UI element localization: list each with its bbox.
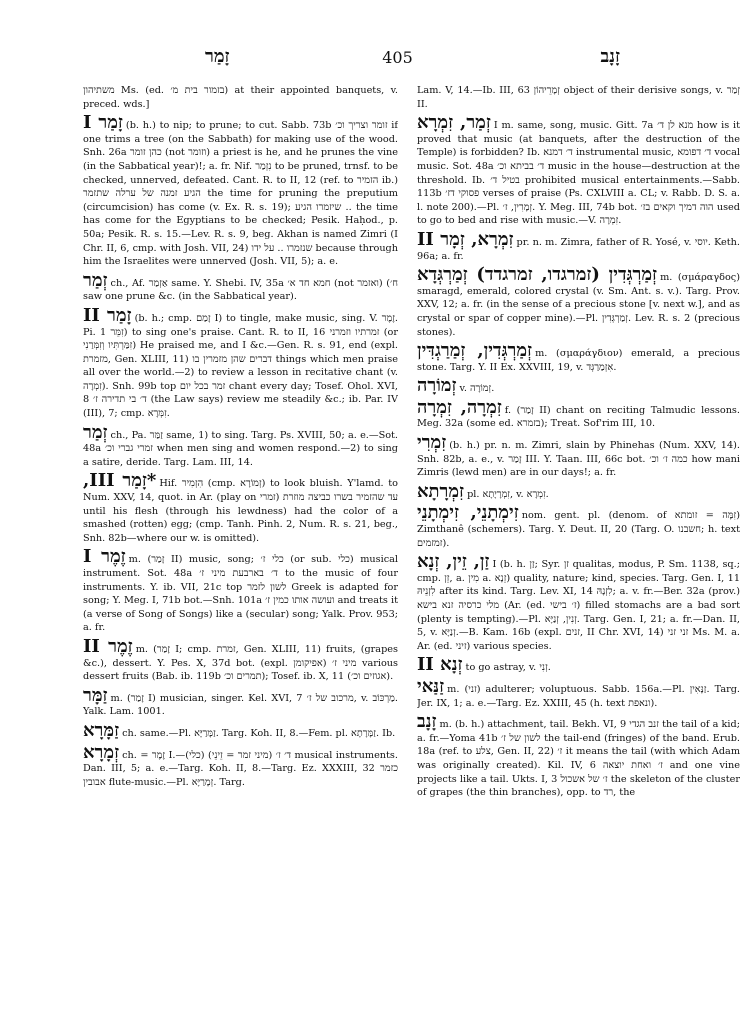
dictionary-entry (83, 635, 398, 684)
dictionary-entry (83, 84, 398, 111)
entry-body: I (b. h. זַן; Syr. זן qualitas, modus, P. Sm. 1138, sq.; cmp. זֵן, a. מִין a. זֵנָא) quality, nature; kind, species. Targ. Gen. I, 11 לִזְנֵיהּ after its kind. Targ. Lev. XI, 14 לִזְנָהּ; a. v. fr.—Ber. 32a (prov.) מלי כרסיה זנא בישא (Ar. (ed. ז׳ בישי) filled stomachs are a bad sort (plenty is tempting).—Pl. זְנִין, זְנַיָּא. Targ. Gen. I, 21; a. fr.—Dan. II, 5, v. זְנַיָּא.—B. Kam. 16b (expl. זנים, II Chr. XVI, 14) זני זני Ms. M. a. Ar. (ed. זיני) various species. (417, 559, 740, 652)
dictionary-entry (417, 713, 740, 800)
entry-headword: *זָמַר III, (83, 470, 157, 492)
entry-body: m. (זָמַר I) musician, singer. Kel. XVI, 7 מרכוב של ז׳, v. מַרְכּוֹב. Yalk. Lam. 1001. (83, 692, 398, 718)
entry-body: m. (זני) adulterer; voluptuous. Sabb. 156a.—Pl. זַנָּאִין. Targ. Jer. IX, 1; a. e.—Targ. Ez. XXIII, 45 (h. text ונאפת). (417, 683, 740, 709)
dictionary-entry (83, 548, 398, 635)
entry-body: f. (זָמַר II) chant on reciting Talmudic lessons. Meg. 32a (some ed. בזמרא); Treat. Sof'rim III, 10. (417, 404, 740, 430)
entry-headword: זִימְתָנֵי, זִימְתָנֵי (417, 502, 519, 524)
entry-body: Hif. הִזְמִיר (cmp. זְמוֹרָא) to look bluish. Y'lamd. to Num. XXV, 14, quot. in Ar. (play on זמרי) עד שהזמיר בשרו כביצה מוזרת until his flesh (through his lewdness) had the color of a smashed (rotten) egg; (cmp. Tanh. Pinh. 2, Num. R. s. 21, beg., Snh. 82b—where our w. is omitted). (83, 478, 398, 544)
entry-body: pl. זִמְרָיָתָא, v. זִמְרָא. (467, 488, 549, 500)
entry-body: ch. = זֶמֶר I.—ד׳ ז׳ (מיני זמר = זֵינֵי) (כלי) musical instruments. Dan. III, 5; a. e.—Targ. Koh. II, 8.—Targ. Ez. XXXIII, 32 כזמר אבובין flute-music.—Pl. זְמָרַיָּא. Targ. (83, 749, 398, 788)
page-header (85, 46, 710, 72)
running-head-right: זָנָב (600, 46, 620, 67)
entry-body: ch., Pa. זַמַּר same, 1) to sing. Targ. Ps. XVIII, 50; a. e.—Sot. 48a זמרי גברי וכ׳ when men sing and women respond.—2) to sing a satire, deride. Targ. Lam. III, 14. (83, 429, 398, 468)
entry-headword: זָנָב (417, 711, 437, 733)
entry-body: I m. same, song, music. Gitt. 7a מנא לן ד׳ how is it proved that music (at banquets, after the destruction of the Temple) is forbidden? Ib. ד׳ דמנא instrumental music, ד׳ דפומא vocal music. Sot. 48a ד׳ בביתא וכ׳ music in the house—destruction at the threshold. Ib. בטיל ד׳ prohibited musical entertainments.—Sabb. 113b פסוקי דז׳ verses of praise (Ps. CXLVIII a. CL; v. Rabb. D. S. a. l. note 200).—Pl. זְמָרִין, ז׳. Y. Meg. III, 74b bot. הוה דמיך וקאים בז׳ used to go to bed and rise with music.—V. זִמְרָה. (417, 120, 740, 227)
running-head-left: זָמַר (205, 46, 230, 67)
entry-body: m. (זָמַר II) music, song; כלי ז׳ (or sub. כלי) musical instrument. Sot. 48a ד׳ בארבעת מיני ז׳ to the music of four instruments. Y. ib. VII, 21c top לשון לזמר Greek is adapted for song; Y. Meg. I, 71b bot.—Snh. 101a ועושה אותו כמין ז׳ and treats it (a verse of Song of Songs) like a (secular) song; Yalk. Prov. 953; a. fr. (83, 554, 398, 634)
entry-headword: זָמַר II (83, 304, 132, 326)
entry-headword: זְמוֹרָה (417, 375, 457, 397)
dictionary-entry (417, 266, 740, 339)
entry-body: to go astray, v. זְנִי. (465, 662, 551, 674)
entry-headword: זְנָא II (417, 654, 463, 676)
entry-headword: זָמַר I (83, 112, 123, 134)
entry-headword: זְמַרְגְּדִין, זְמַרַגְדִּין (417, 340, 533, 362)
entry-headword: זַנַּאי (417, 675, 445, 697)
dictionary-entry (417, 675, 740, 710)
dictionary-entry (83, 741, 398, 790)
entry-headword: זִמְרִי (417, 432, 447, 454)
entry-body: m. (σμάραγδος) smaragd, emerald, colored crystal (v. Sm. Ant. s. v.). Targ. Prov. XXV, 12; a. fr. (in the sense of a precious stone [v. next w.], and as crystal or spar of copper mine).—Pl. זְמַרְגְּדִין. Lev. R. s. 2 (precious stones). (417, 272, 740, 338)
dictionary-entry (83, 684, 398, 719)
right-column (417, 84, 740, 1002)
dictionary-entry (417, 377, 740, 396)
dictionary-entry (417, 114, 740, 228)
dictionary-entry (83, 421, 398, 470)
dictionary-entry (417, 84, 740, 111)
entry-headword: זַן, זֵין, זְנָא (417, 551, 490, 573)
entry-body: v. זְמוֹרָה. (459, 383, 495, 395)
dictionary-entry (83, 719, 398, 741)
entry-body: ch., Af. אַזְמַר same. Y. Shebi. IV, 35a חמא חד א׳ (not ואזמר) (ח׳ saw one prune &c. (in the Sabbatical year). (83, 277, 398, 303)
entry-body: m. (b. h.) attachment, tail. Bekh. VI, 9 זנב הגדי the tail of a kid; a. fr.—Yoma 41b לשון של ז׳ the tail-end (fringes) of the band. Erub. 18a (ref. to צלע, Gen. II, 22) ז׳ it means the tail (with which Adam was originally created). Kil. IV, 6 ז׳ ואחת יוצאה and one vine projects like a tail. Ukts. I, 3 ז׳ של אשכול the skeleton of the cluster of grapes (the thin branches), opp. to רד, the (417, 719, 740, 799)
entry-body: (b. h.) to nip; to prune; to cut. Sabb. 73b זומר וצריך וכ׳ if one trims a tree (on the Sabbath) for making use of the wood. Snh. 26a כהן זומר (not וזומר) a priest is he, and he prunes the vine (in the Sabbatical year)!; a. fr. Nif. נִזְמַר to be pruned, trnsf. to be checked, unnerved, defeated. Cant. R. to II, 12 (ref. to הזמיר ib.) הגיע זמנה של ערלה שתזמר the time for pruning the preputium (circumcision) has come (v. Ex. R. s. 19); שיזמרו הגיע .. the time has come for the Egyptians to be checked; Pesik. Haḥod., p. 50a; Pesik. R. s. 15.—Lev. R. s. 9, beg. Akhan is named Zimri (I Chr. II, 6, cmp. with Josh. VII, 24) שנזמרו .. על ידו because through him the Israelites were unnerved (Josh. VII, 5); a. e. (83, 120, 398, 268)
left-column (83, 84, 398, 1002)
dictionary-entry (83, 304, 398, 421)
dictionary-entry (417, 553, 740, 653)
entry-body: ch. same.—Pl. זַמָּרַיָּא. Targ. Koh. II, 8.—Fem. pl. זַמָּרָתָא. Ib. (122, 727, 396, 739)
dictionary-entry (417, 228, 740, 263)
entry-body: משתיהון Ms. (ed. בזמור בית מ׳) at their appointed banquets, v. preced. wds.] (83, 85, 398, 110)
dictionary-entry (83, 472, 398, 545)
entry-body: nom. gent. pl. (denom. of זִמָּה = זומתא) Zimthanê (schemers). Targ. Y. Deut. II, 20 (Targ. O. חשבנו; h. text זמזמים). (417, 510, 740, 549)
entry-headword: זְמַרְגְּדִין (זמרגדו, זמרגדד) זְמַרְגְּדָא (417, 264, 658, 286)
dictionary-entry (417, 342, 740, 374)
entry-body: m. (σμαράγδιον) emerald, a precious stone. Targ. Y. II Ex. XXVIII, 19, v. אִזְמַרַגְּד. (417, 348, 740, 373)
entry-headword: זְמַר (83, 421, 108, 443)
entry-headword: זַמָּרָא (83, 719, 120, 741)
dictionary-entry (83, 114, 398, 269)
entry-headword: זְמַר, זִמְרָא (417, 112, 491, 134)
entry-headword: זִמְרָא, זְמָר II (417, 228, 514, 250)
entry-headword: זֶמֶר II (83, 635, 133, 657)
dictionary-entry (417, 656, 740, 675)
dictionary-entry (417, 480, 740, 502)
dictionary-entry (417, 396, 740, 431)
entry-headword: זְמָרָא (83, 741, 120, 763)
entry-body: (b. h.) pr. n. m. Zimri, slain by Phinehas (Num. XXV, 14). Snh. 82b, a. e., v. זָמַר III. Y. Taan. III, 66c bot. כמה ז׳ וכ׳ how mani Zimris (lewd men) are in our days!; a. fr. (417, 440, 740, 479)
page-number: 405 (382, 48, 413, 67)
dictionary-entry (83, 269, 398, 304)
dictionary-entry (417, 504, 740, 550)
dictionary-entry (417, 434, 740, 480)
entry-headword: זַמָּר (83, 684, 108, 706)
entry-body: pr. n. m. Zimra, father of R. Yosé, v. יוסי. Keth. 96a; a. fr. (417, 236, 740, 262)
entry-body: Lam. V, 14.—Ib. III, 63 זְמָרֵיהוֹן object of their derisive songs, v. זְמַר II. (417, 85, 740, 110)
entry-body: m. (זָמַר I; cmp. זמרת, Gen. XLIII, 11) fruits, (grapes &c.), dessert. Y. Pes. X, 37d bot. (expl. אפיקומן) מיני ז׳ various dessert fruits (Bab. ib. 119b תמרים וכ׳); Tosef. ib. X, 11 (אגוזים וכ׳). (83, 643, 398, 683)
entry-headword: זִמְרָתָא (417, 480, 465, 502)
entry-headword: זְמַר (83, 269, 108, 291)
entry-headword: זִמְרָה, זִמְרָה (417, 396, 502, 418)
entry-headword: זֶמֶר I (83, 546, 126, 568)
entry-body: (b. h.; cmp. זָמַם I) to tingle, make music, sing. V. זֶמֶר. Pi. זִמֵּר 1) to sing one's praise. Cant. R. to II, 16 זמרתיו וזמרני (or זִמַּרְתִּיו וְזִמְּרַנִי) He praised me, and I &c.—Gen. R. s. 91, end (expl. מזמרת, Gen. XLIII, 11) דברים שהן מזמרין בו things which men praise all over the world.—2) to review a lesson in recitative chant (v. זִמְרָה). Snh. 99b top זמר בכל יום chant every day; Tosef. Ohol. XVI, 8 ד׳ בי תדירה ז׳ (the Law says) review me steadily &c.; ib. Par. IV (III), 7; cmp. זִמְּרָא. (83, 312, 398, 420)
